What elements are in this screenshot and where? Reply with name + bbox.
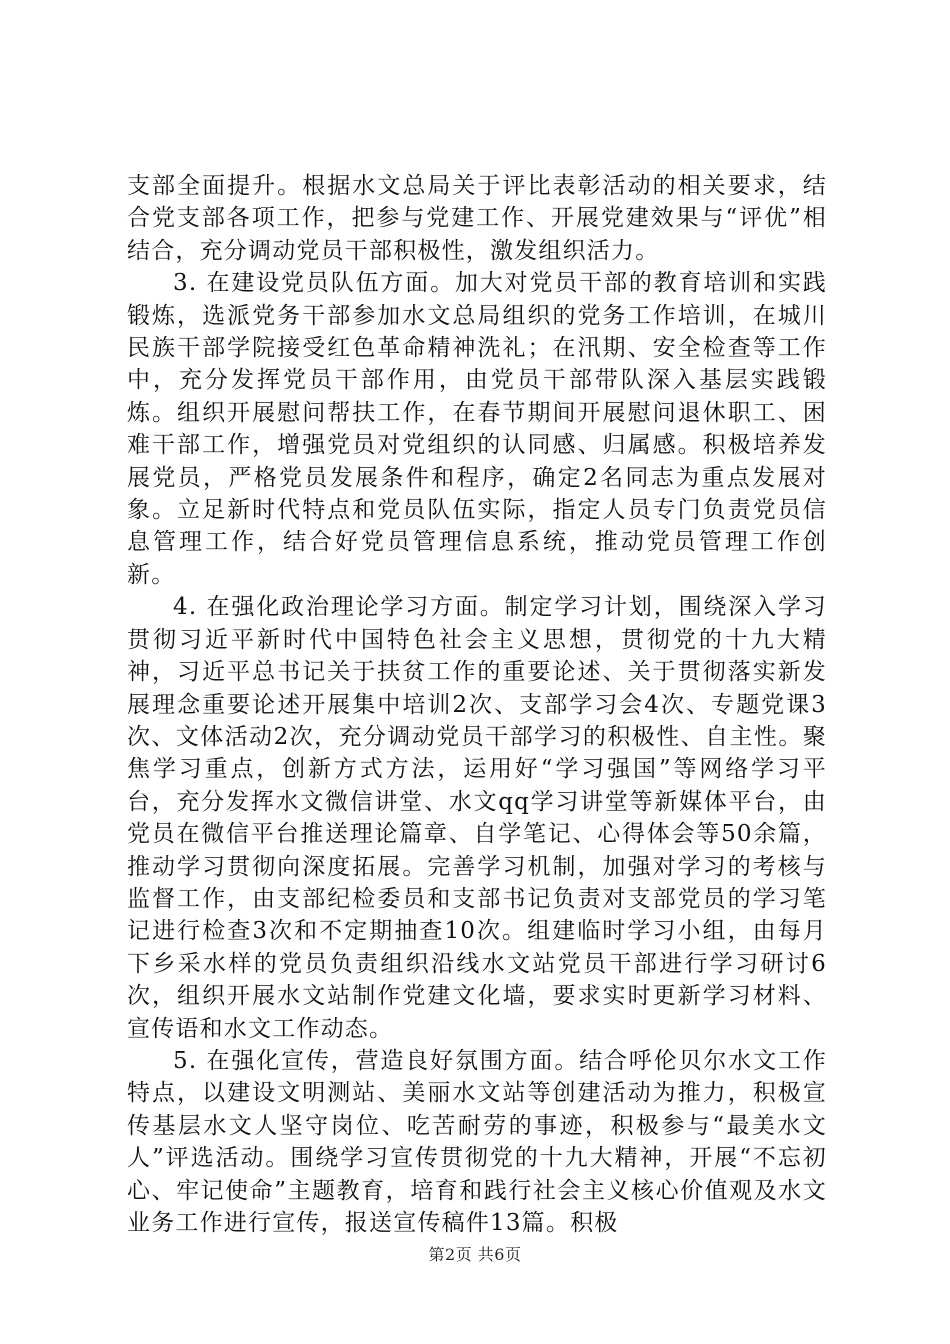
paragraph-4-theory-study: 4. 在强化政治理论学习方面。制定学习计划，围绕深入学习贯彻习近平新时代中国特色社会主义思想，贯彻党的十九大精神，习近平总书记关于扶贫工作的重要论述、关于贯彻落实新发展理念重要论述开展集中培训2次、支部学习会4次、专题党课3次、文体活动2次，充分调动党员干部学习的积极性、自主性。聚焦学习重点，创新方式方法，运用好“学习强国”等网络学习平台，充分发挥水文微信讲堂、水文qq学习讲堂等新媒体平台，由党员在微信平台推送理论篇章、自学笔记、心得体会等50余篇，推动学习贯彻向深度拓展。完善学习机制，加强对学习的考核与监督工作，由支部纪检委员和支部书记负责对支部党员的学习笔记进行检查3次和不定期抽查10次。组建临时学习小组，由每月下乡采水样的党员负责组织沿线水文站党员干部进行学习研讨6次，组织开展水文站制作党建文化墙，要求实时更新学习材料、宣传语和水文工作动态。: [127, 594, 827, 1042]
page-number-footer: 第2页 共6页: [428, 1245, 522, 1264]
paragraph-continuation: 支部全面提升。根据水文总局关于评比表彰活动的相关要求，结合党支部各项工作，把参与党建工作、开展党建效果与“评优”相结合，充分调动党员干部积极性，激发组织活力。: [127, 173, 827, 264]
paragraph-5-publicity: 5. 在强化宣传，营造良好氛围方面。结合呼伦贝尔水文工作特点，以建设文明测站、美丽水文站等创建活动为推力，积极宣传基层水文人坚守岗位、吃苦耐劳的事迹，积极参与“最美水文人”评选活动。围绕学习宣传贯彻党的十九大精神，开展“不忘初心、牢记使命”主题教育，培育和践行社会主义核心价值观及水文业务工作进行宣传，报送宣传稿件13篇。积极: [127, 1047, 827, 1236]
document-body: [127, 170, 827, 1239]
paragraph-3-party-team: 3. 在建设党员队伍方面。加大对党员干部的教育培训和实践锻炼，选派党务干部参加水文总局组织的党务工作培训，在城川民族干部学院接受红色革命精神洗礼；在汛期、安全检查等工作中，充分发挥党员干部作用，由党员干部带队深入基层实践锻炼。组织开展慰问帮扶工作，在春节期间开展慰问退休职工、困难干部工作，增强党员对党组织的认同感、归属感。积极培养发展党员，严格党员发展条件和程序，确定2名同志为重点发展对象。立足新时代特点和党员队伍实际，指定人员专门负责党员信息管理工作，结合好党员管理信息系统，推动党员管理工作创新。: [127, 270, 827, 588]
